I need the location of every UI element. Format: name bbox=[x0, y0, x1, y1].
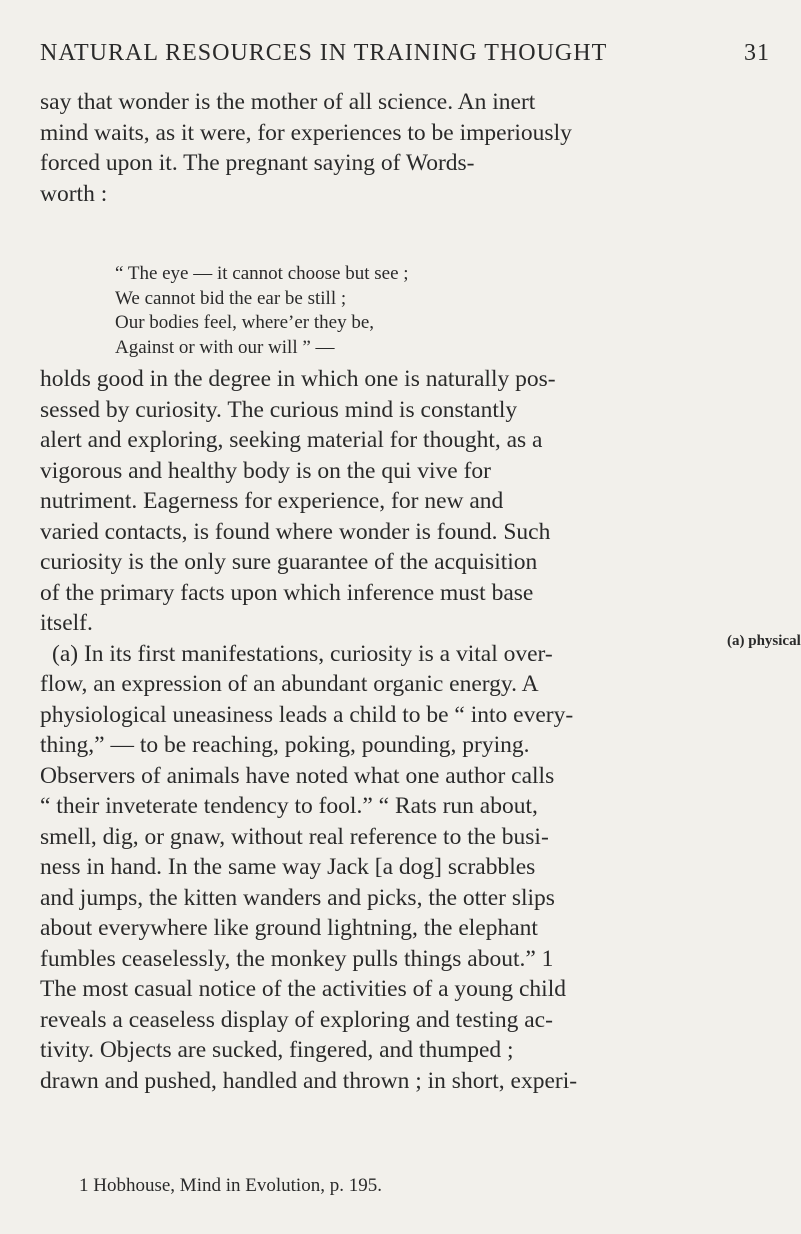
text-line: of the primary facts upon which inference must base bbox=[40, 579, 534, 606]
text-line: smell, dig, or gnaw, without real reference to the busi- bbox=[40, 823, 549, 850]
text-line: (a) In its first manifestations, curiosity is a vital over- bbox=[52, 640, 553, 667]
text-line: fumbles ceaselessly, the monkey pulls things about.” 1 bbox=[40, 945, 554, 972]
text-line: thing,” — to be reaching, poking, pounding, prying. bbox=[40, 732, 530, 758]
verse-line: “ The eye — it cannot choose but see ; bbox=[115, 263, 409, 284]
text-line: drawn and pushed, handled and thrown ; in short, experi- bbox=[40, 1067, 578, 1094]
text-line: ness in hand. In the same way Jack [a dog] scrabbles bbox=[40, 854, 536, 880]
margin-note: (a) physical bbox=[727, 633, 801, 649]
text-line: nutriment. Eagerness for experience, for new and bbox=[40, 488, 504, 514]
text-line: physiological uneasiness leads a child to be “ into every- bbox=[40, 701, 574, 728]
text-line: flow, an expression of an abundant organic energy. A bbox=[40, 671, 539, 697]
main-text bbox=[40, 364, 718, 1096]
text-line: forced upon it. The pregnant saying of Words- bbox=[40, 150, 475, 176]
text-line: varied contacts, is found where wonder is found. Such bbox=[40, 518, 551, 545]
text-line: Observers of animals have noted what one author calls bbox=[40, 762, 555, 789]
verse-quote bbox=[115, 262, 409, 360]
text-line: worth : bbox=[40, 180, 108, 207]
text-line: about everywhere like ground lightning, the elephant bbox=[40, 915, 538, 941]
text-line: and jumps, the kitten wanders and picks, the otter slips bbox=[40, 884, 555, 911]
page-number: 31 bbox=[744, 40, 770, 66]
running-title: NATURAL RESOURCES IN TRAINING THOUGHT bbox=[40, 40, 608, 66]
text-line: tivity. Objects are sucked, fingered, and thumped ; bbox=[40, 1037, 514, 1063]
text-line: sessed by curiosity. The curious mind is constantly bbox=[40, 396, 518, 423]
text-line: itself. bbox=[40, 610, 93, 636]
text-line: alert and exploring, seeking material for thought, as a bbox=[40, 427, 543, 453]
verse-line: Against or with our will ” — bbox=[115, 336, 335, 358]
running-head bbox=[40, 40, 770, 67]
text-line: vigorous and healthy body is on the qui vive for bbox=[40, 457, 491, 484]
text-line: reveals a ceaseless display of exploring and testing ac- bbox=[40, 1006, 553, 1033]
text-line: The most casual notice of the activities of a young child bbox=[40, 976, 566, 1002]
opening-paragraph bbox=[40, 87, 718, 209]
text-line: holds good in the degree in which one is naturally pos- bbox=[40, 366, 556, 392]
verse-line: Our bodies feel, where’er they be, bbox=[115, 312, 375, 333]
text-line: mind waits, as it were, for experiences to be imperiously bbox=[40, 119, 572, 146]
text-line: curiosity is the only sure guarantee of the acquisition bbox=[40, 549, 538, 575]
text-line: say that wonder is the mother of all science. An inert bbox=[40, 89, 536, 115]
verse-line: We cannot bid the ear be still ; bbox=[115, 287, 347, 309]
text-line: “ their inveterate tendency to fool.” “ Rats run about, bbox=[40, 793, 538, 819]
footnote: 1 Hobhouse, Mind in Evolution, p. 195. bbox=[79, 1175, 382, 1196]
